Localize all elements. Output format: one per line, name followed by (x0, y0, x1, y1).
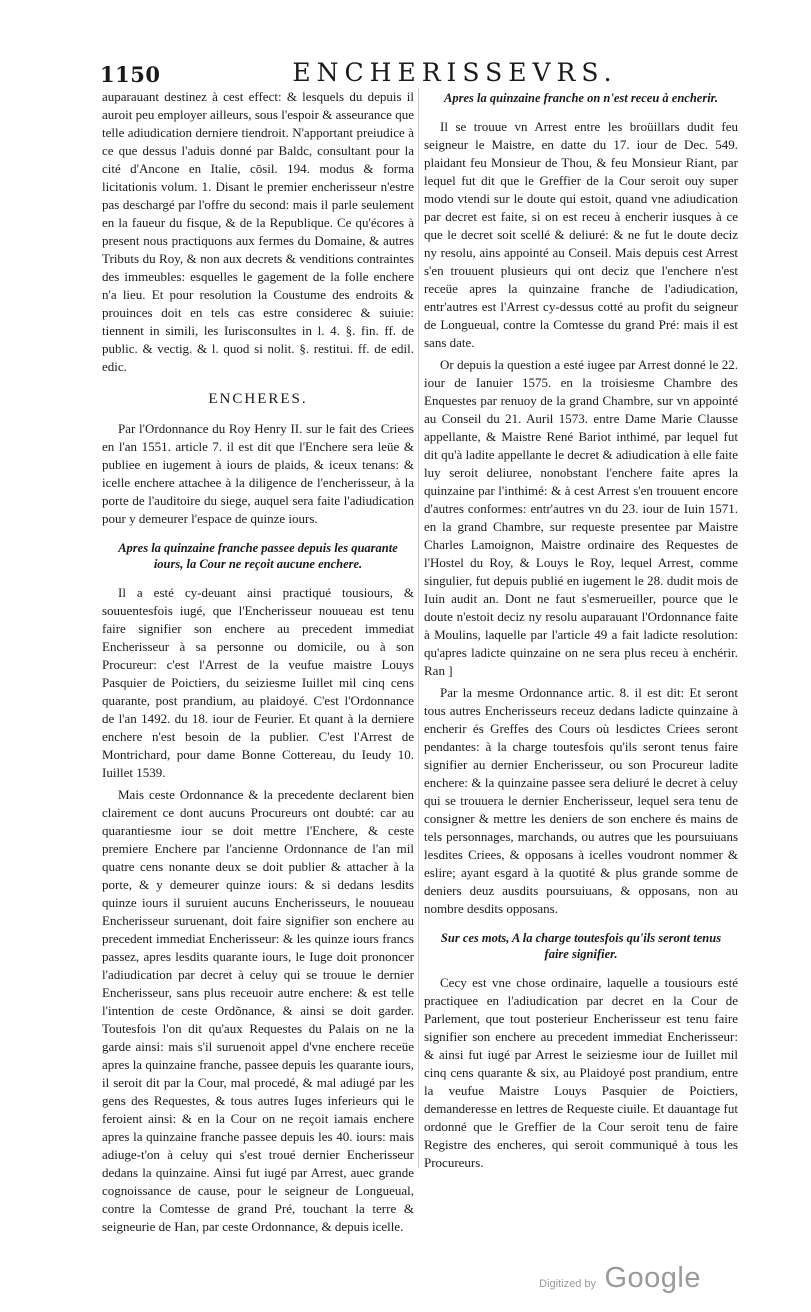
page-number: 1150 (100, 62, 161, 87)
right-paragraph-4: Cecy est vne chose ordinaire, laquelle a tousiours esté practiquee en l'adiudication par decret en la Cour de Parlement, que tout posterieur Encherisseur est tenu faire signifier son enchere au precedent immediat Encherisseur: & ainsi fut iugé par Arrest le seiziesme iour de Iuillet mil cinq cens quarante & six, au Plaidoyé post prandium, entre la veufue Maistre Louys Pasquier de Poictiers, demanderesse en lettres de Requeste ciuile. Et dauantage fut ordonné que le Greffier de la Cour seroit tenu de faire Registre des encheres, qui seroit communiqué à tous les Procureurs. (424, 975, 738, 1170)
right-subheading-1: Apres la quinzaine franche on n'est receu à encherir. (444, 91, 718, 105)
left-subheading: Apres la quinzaine franche passee depuis les quarante iours, la Cour ne reçoit aucune enchere. (118, 541, 398, 571)
right-paragraph-3: Par la mesme Ordonnance artic. 8. il est dit: Et seront tous autres Encherisseurs receuz dedans ladicte quinzaine à encherir és Greffes des Cours où lesdictes Criees seront pendantes: à la charge toutesfois qu'ils seront tenus faire signifier au dernier Encherisseur, ou son Procureur ladite enchere: & la quinzaine passee sera deliuré le decret à celuy qui se trouuera le dernier Encherisseur, lequel sera tenu de consigner & mettre les deniers de son enchere és mains de tels personnages, marchands, ou autres que les poursuiuans lesdites Criees, & opposans à icelles voudront nommer & eslire; ayant esgard à la quotité & plus grande somme de deniers deuz ausdits poursuiuans, & opposans, non au nombre desdits opposans. (424, 685, 738, 916)
left-paragraph-2: Par l'Ordonnance du Roy Henry II. sur le fait des Criees en l'an 1551. article 7. il est dit que l'Enchere sera leüe & publiee en iugement à iours de plaids, & iceux tenans: & icelle enchere attachee à la diligence de l'encherisseur, à la porte de l'auditoire du siege, auquel sera faite l'adiudication pour y demeurer l'espace de quinze iours. (102, 421, 414, 526)
watermark-prefix: Digitized by (539, 1278, 597, 1290)
left-paragraph-3: Il a esté cy-deuant ainsi practiqué tousiours, & souuentesfois iugé, que l'Encherisseur nouueau est tenu faire signifier son enchere au precedent immediat Encherisseur à sa personne ou domicile, ou à son Procureur: c'est l'Arrest de la veufue maistre Louys Pasquier de Poictiers, du seiziesme Iuillet mil cinq cens quarante, post prandium, au plaidoyé. C'est l'Ordonnance de l'an 1492. du 18. iour de Feurier. Et quant à la derniere enchere n'est besoin de la publier. C'est l'Arrest de Montrichard, pour dame Bonne Cottereau, du Ieudy 10. Iuillet 1539. (102, 585, 414, 780)
right-paragraph-2: Or depuis la question a esté iugee par Arrest donné le 22. iour de Ianuier 1575. en la troisiesme Chambre des Enquestes par renuoy de la grand Chambre, sur vn appointé au Conseil du 21. Auril 1573. entre Dame Marie Clausse appellante, & Maistre René Bariot inthimé, par lequel fut dit qu'à ladite appellante le decret & adiudication à elle faite luy seroit deliuree, nonobstant l'enchere faite apres la quinzaine par l'inthimé: & à cest Arrest s'en trouuent encore d'autres conformes: entr'autres vn du 23. iour de Iuin 1571. en la grand Chambre, sur requeste presentee par Maistre Charles Lamoignon, Maistre ordinaire des Requestes de l'Hostel du Roy, & Louys le Roy, lequel Arrest, comme singulier, fut depuis publié en iugement le 28. dudit mois de Iuin audit an. Dont ne faut s'esmerueiller, pource que le doute n'estoit deciz ny resolu auparauant l'Ordonnance faite à Moulins, laquelle par l'article 49 a fait ladicte resolution: qu'apres ladicte quinzaine on ne sera plus receu à enchérir. Ran ] (424, 357, 738, 678)
right-paragraph-1: Il se trouue vn Arrest entre les broüillars dudit feu seigneur le Maistre, en datte du 17. iour de Dec. 549. plaidant feu Monsieur de Thou, & feu Monsieur Riant, par lequel fut dit que le Greffier de la Cour seroit ouy super modo vtendi sur le doute qui estoit, quand vne adiudication par decret est faite, si on est receu à encherir iusques à ce que le decret soit scellé & deliuré: & ne fut le doute deciz ny resolu, ains appointé au Conseil. Mais depuis cest Arrest s'en trouuent plusieurs qui ont deciz que l'enchere n'est receüe apres la quinzaine franche de l'adiudication, entr'autres est l'Arrest cy-dessus cotté au profit du seigneur de Longueual, contre la Comtesse du grand Pré: mais il est sans date. (424, 119, 738, 350)
digitized-watermark (539, 1262, 701, 1295)
section-heading-encheres: ENCHERES. (208, 391, 308, 407)
left-column (102, 88, 414, 1240)
google-logo: Google (604, 1262, 701, 1294)
left-paragraph-4: Mais ceste Ordonnance & la precedente declarent bien clairement ce dont aucuns Procureurs ont doubté: car au quarantiesme iour se doit mettre l'Enchere, & ceste premiere Enchere par l'ancienne Ordonnance de l'an mil quatre cens nonante deux se doit publier & attacher à la porte, & y demeurer quinze iours: & si dedans lesdits quinze iours il suruient aucuns Encherisseurs, le nouueau Encherisseur suruenant, doit faire signifier son enchere au precedent immediat Encherisseur: & les quinze iours francs passez, apres lesdits quarante iours, le Iuge doit prononcer l'adiudication par decret à celuy qui se trouue le dernier Encherisseur, sans plus receuoir autre enchere: & est telle l'intention de ceste Ordõnance, & ainsi se doit garder. Toutesfois l'on dit qu'aux Requestes du Palais on ne la garde ainsi: mais s'il suruenoit appel d'vne enchere receüe apres la quinzaine franche, passee depuis les quarante iours, il seroit dit par la Cour, mal procedé, & mal adiugé par les gens des Requestes, & tous autres Iuges inferieurs qui le feroient ainsi: & en la Cour on ne reçoit iamais enchere apres la quinzaine franche passee depuis les 40. iours: mais adiuge-t'on à celuy qui s'est troué dernier Encherisseur dedans la quinzaine. Ainsi fut iugé par Arrest, auec grande cognoissance de cause, pour le seigneur de Longueual, contre la Comtesse de grand Pré, touchant la terre & seigneurie de Han, par ceste Ordonnance, & depuis icelle. (102, 787, 414, 1234)
right-column (424, 88, 738, 1176)
left-paragraph-1: auparauant destinez à cest effect: & lesquels du depuis il auroit peu employer ailleurs, sous l'espoir & asseurance que telle adiudication derniere tiendroit. N'apportant preiudice à ce que dessus l'aduis donné par Baldc, consultant pour la cité d'Ancone en Italie, cōsil. 194. modus & forma licitationis volum. 1. Disant le premier encherisseur n'estre pas deschargé par l'offre du second: mais il parle seulement en la faueur du fisque, & de la Republique. Ce qu'écores à present nous practiquons aux fermes du Domaine, & autres Tributs du Roy, & non aux decrets & venditions contraintes des immeubles: esquelles le gagement de la folle enchere n'a lieu. Et pour resolution la Coustume des endroits & prouinces doit en tels cas estre considerec & suiuie: tiennent in simili, les Iurisconsultes in l. 4. §. fin. ff. de public. & vectig. & l. quod si nolit. §. restitui. ff. de edil. edic. (102, 89, 414, 374)
right-subheading-2: Sur ces mots, A la charge toutesfois qu'ils seront tenus faire signifier. (440, 931, 722, 961)
running-head: ENCHERISSEVRS. (292, 58, 618, 87)
column-divider (418, 88, 419, 1168)
